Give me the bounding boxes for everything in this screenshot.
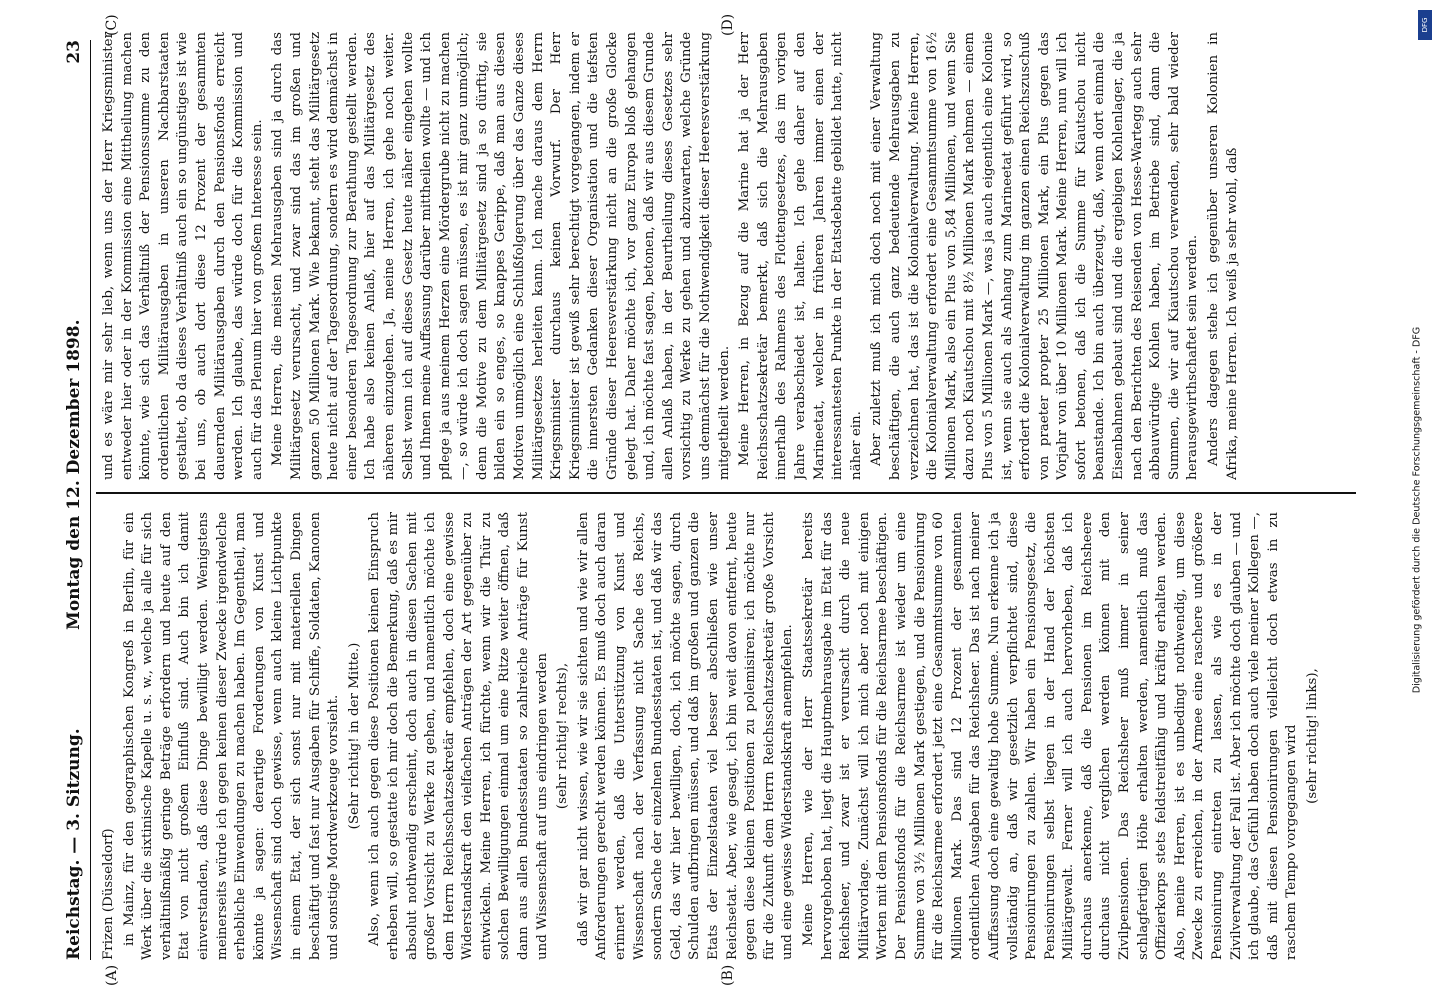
margin-mark-d: (D) [720,13,736,36]
speaker-line: Frizen (Düsseldorf) [101,828,116,960]
header-date: Montag den 12. Dezember 1898. [64,319,84,630]
margin-mark-a: (A) [104,964,120,986]
interjection: (sehr richtig! links), [1305,668,1320,804]
paragraph: Also, wenn ich auch gegen diese Positionen keinen Einspruch erheben will, so gestatte ich mir doch die Bemerkung, daß es mir absolut nothwendig erscheint, doch auch in diesen Sachen mit großer Vorsicht zu Werke zu gehen, und namentlich möchte ich dem Herrn Reichsschatzsekretär empfehlen, doch eine gewisse Widerstandskraft den vielfachen Anträgen der Art gegenüber zu entwickeln. Meine Herren, ich fürchte, wenn wir die Thür zu solchen Bewilligungen einmal um eine Ritze weiter öffnen, daß dann aus allen Bundesstaaten so zahlreiche Anträge für Kunst und Wissenschaft auf uns eindringen werden [367,512,550,960]
paragraph: Anders dagegen stehe ich gegenüber unseren Kolonien in Afrika, meine Herren. Ich weiß ja sehr wohl, daß [1206,32,1240,480]
interjection: (sehr richtig! rechts), [555,662,571,810]
margin-mark-c: (C) [104,14,120,36]
page-header [60,40,91,960]
paragraph: Meine Herren, in Bezug auf die Marine hat ja der Herr Reichsschatzsekretär bemerkt, daß sich die Mehrausgaben innerhalb des Rahmens des Flottengesetzes, das im vorigen Jahre verabschiedet ist, halten. Ich gehe daher auf den Marineetat, welcher in früheren Jahren immer einen der interessantesten Punkte in der Etatsdebatte gebildet hatte, nicht näher ein. [737,32,864,480]
dfg-logo-text: DFG [1421,17,1429,33]
paragraph: Meine Herren, die meisten Mehrausgaben sind ja durch das Militärgesetz verursacht, und zwar sind das im großen und ganzen 50 Millionen Mark. Wie bekannt, steht das Militärgesetz heute nicht auf der Tagesordnung, sondern es wird demnächst in einer besonderen Tagesordnung zur Berathung gestellt werden. Ich habe also keinen Anlaß, hier auf das Militärgesetz des näheren einzugehen. Ja, meine Herren, ich gehe noch weiter. Selbst wenn ich auf dieses Gesetz heute näher eingehen wollte und Ihnen meine Auffassung darüber mittheilen wollte — und ich pflege ja aus meinem Herzen eine Mördergrube nicht zu machen —, so würde ich doch sagen müssen, es ist mir ganz unmöglich; denn die Motive zu dem Militärgesetz sind ja so dürftig, sie bilden ein so enges, so knappes Gerippe, daß man aus diesen Motiven unmöglich eine Schlußfolgerung über das Ganze dieses Militärgesetzes herleiten kann. Ich mache daraus dem Herrn Kriegsminister durchaus keinen Vorwurf. Der Herr Kriegsminister ist gewiß sehr berechtigt vorgegangen, indem er die innersten Gedanken dieser Organisation und die tiefsten Gründe dieser Heeresverstärkung nicht an die große Glocke gelegt hat. Daher möchte ich, vor ganz Europa bloß gehangen und, ich möchte fast sagen, betonen, daß wir aus diesem Grunde allen Anlaß haben, in der Beurtheilung dieses Gesetzes sehr vorsichtig zu Werke zu gehen und abzuwarten, welche Gründe uns demnächst für die Nothwendigkeit dieser Heeresverstärkung mitgetheilt werden. [270,32,732,480]
paragraph: und es wäre mir sehr lieb, wenn uns der Herr Kriegsminister entweder hier oder in der Kommission eine Mittheilung machen könnte, wie sich das Verhältniß der Pensionssumme zu den ordentlichen Militärausgaben in unseren Nachbarstaaten gestaltet, ob da dieses Verhältniß auch ein so ungünstiges ist wie bei uns, ob auch dort diese 12 Prozent der gesammten dauernden Militärausgaben durch den Pensionsfonds erreicht werden. Ich glaube, das würde doch für die Kommission und auch für das Plenum hier von großem Interesse sein. [101,32,265,480]
text-column-left [100,512,1350,960]
paragraph: daß wir gar nicht wissen, wie wir sie sichten und wie wir allen Anforderungen gerecht werden können. Es muß doch auch daran erinnert werden, daß die Unterstützung von Kunst und Wissenschaft nach der Verfassung nicht Sache des Reichs, sondern Sache der einzelnen Bundesstaaten ist, und daß wir das Geld, das wir hier bewilligen, doch, ich möchte sagen, durch Schulden aufbringen müssen, und daß im großen und ganzen die Etats der Einzelstaaten viel besser abschließen wie unser Reichsetat. Aber, wie gesagt, ich bin weit davon entfernt, heute gegen diese kleinen Positionen zu polemisiren; ich möchte nur für die Zukunft dem Herrn Reichsschatzsekretär große Vorsicht und eine gewisse Widerstandskraft anempfehlen. [575,512,796,960]
digitization-credit-text: Digitalisierung gefördert durch die Deutsche Forschungsgemeinschaft - DFG [1411,326,1423,694]
digitization-credit [1405,250,1429,770]
header-left: Reichstag. — 3. Sitzung. [64,728,84,960]
interjection: (Sehr richtig! in der Mitte.) [346,642,362,830]
paragraph: Meine Herren, wie der Herr Staatssekretär bereits hervorgehoben hat, liegt die Hauptmehrausgabe im Etat für das Reichsheer, und zwar ist er verursacht durch die neue Militärvorlage. Zunächst will ich mich aber noch mit einigen Worten mit dem Pensionsfonds für die Reichsarmee beschäftigen. Der Pensionsfonds für die Reichsarmee ist wieder um eine Summe von 3½ Millionen Mark gestiegen, und die Pensionirung für die Reichsarmee erfordert jetzt eine Gesammtsumme von 60 Millionen Mark. Das sind 12 Prozent der gesammten ordentlichen Ausgaben für das Reichsheer. Das ist nach meiner Auffassung doch eine gewaltig hohe Summe. Nun erkenne ich ja vollständig an, daß wir gesetzlich verpflichtet sind, diese Pensionirungen zu zahlen. Wir haben ein Pensionsgesetz, die Pensionirungen selbst liegen in der Hand der höchsten Militärgewalt. Ferner will ich auch hervorheben, daß ich durchaus anerkenne, daß die Pensionen im Reichsheere durchaus nicht verglichen werden können mit den Zivilpensionen. Das Reichsheer muß immer in seiner schlagfertigen Höhe erhalten werden, namentlich muß das Offizierkorps stets feldstreitfähig und kräftig erhalten werden. Also, meine Herren, ist es unbedingt nothwendig, um diese Zwecke zu erreichen, in der Armee eine raschere und größere Pensionirung eintreten zu lassen, als wie es in der Zivilverwaltung der Fall ist. Aber ich möchte doch glauben — und ich glaube, das Gefühl haben doch auch viele meiner Kollegen —, daß mit diesen Pensionirungen vielleicht doch etwas in zu raschem Tempo vorgegangen wird [800,512,1300,960]
page-number: 23 [64,40,84,64]
paragraph: Aber zuletzt muß ich mich doch noch mit einer Verwaltung beschäftigen, die auch ganz bedeutende Mehrausgaben zu verzeichnen hat, das ist die Kolonialverwaltung. Meine Herren, die Kolonialverwaltung erfordert eine Gesammtsumme von 16½ Millionen Mark, also ein Plus von 5,84 Millionen, und wenn Sie dazu noch Kiautschou mit 8½ Millionen Mark nehmen — einem Plus von 5 Millionen Mark —, was ja auch eigentlich eine Kolonie ist, wenn sie auch als Anhang zum Marineetat geführt wird, so erfordert die Kolonialverwaltung im ganzen einen Reichszuschuß von praeter propter 25 Millionen Mark, ein Plus gegen das Vorjahr von über 10 Millionen Mark. Meine Herren, nun will ich sofort betonen, daß ich die Summe für Kiautschou nicht beanstande. Ich bin auch überzeugt, daß, wenn dort einmal die Eisenbahnen gebaut sind und die ergiebigen Kohlenlager, die ja nach den Berichten des Reisenden von Hesse-Wartegg auch sehr abbauwürdige Kohlen haben, im Betriebe sind, dann die Summen, die wir auf Kiautschou verwenden, sehr bald wieder herausgewirthschaftet sein werden. [869,32,1201,480]
column-divider [96,493,1356,495]
dfg-logo [1418,10,1432,40]
text-column-right [100,32,1350,480]
margin-mark-b: (B) [720,964,736,986]
paragraph: in Mainz, für den geographischen Kongreß in Berlin, für ein Werk über die sixtinische Kapelle u. s. w., welche ja alle für sich verhältnißmäßig geringe Beträge erfordern und heute auf den Etat von nicht großem Einfluß sind. Auch bin ich damit einverstanden, daß diese Dinge bewilligt werden. Wenigstens meinerseits würde ich gegen keinen dieser Zwecke irgendwelche erhebliche Einwendungen zu machen haben. Im Gegentheil, man könnte ja sagen: derartige Forderungen von Kunst und Wissenschaft sind doch gewisse, wenn auch kleine Lichtpunkte in einem Etat, der sich sonst nur mit materiellen Dingen beschäftigt und fast nur Ausgaben für Schiffe, Soldaten, Kanonen und sonstige Mordwerkzeuge vorsieht. [121,512,342,960]
